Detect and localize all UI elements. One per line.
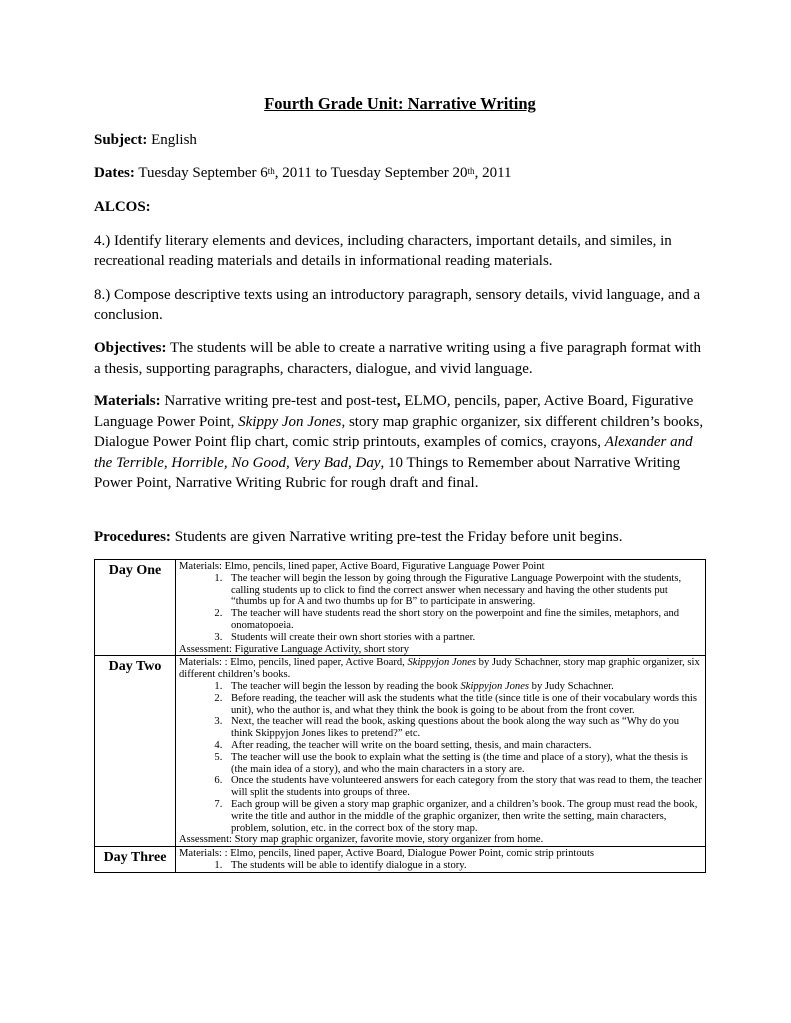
day-content [176, 560, 706, 656]
materials-text-3: , story map graphic organizer, six different children’s books, Dialogue Power Point flip chart, comic strip printouts, examples of comics, crayons, [94, 413, 704, 450]
dates-line [94, 163, 706, 183]
materials-book-1: Skippy Jon Jones [238, 413, 342, 430]
day-materials [179, 657, 703, 681]
list-item: 6. Once the students have volunteered answers for each category from the story that was read to them, the teacher will split the students into groups of three. [225, 775, 703, 799]
step-book: Skippyjon Jones [460, 680, 530, 692]
day-steps [179, 681, 703, 834]
materials-comma: , [396, 393, 401, 409]
list-item: 5. The teacher will use the book to explain what the setting is (the time and place of a story), what the thesis is (the main idea of a story), and who the main characters in a story are. [225, 752, 703, 776]
dates-end: , 2011 to Tuesday September 20 [274, 165, 468, 181]
day-label: Day Two [95, 656, 176, 847]
subject-label: Subject: [94, 132, 148, 148]
day-assessment: Assessment: Figurative Language Activity, short story [179, 643, 409, 655]
materials-text: Materials: : Elmo, pencils, lined paper, Active Board, [179, 657, 408, 669]
day-label: Day One [95, 560, 176, 656]
procedures-label: Procedures: [94, 529, 171, 545]
materials-label: Materials: [94, 393, 161, 409]
dates-start: Tuesday September 6 [138, 165, 268, 181]
dates-sup-2: th [467, 166, 475, 176]
table-row [95, 656, 706, 847]
objectives [94, 338, 706, 380]
step-text: by Judy Schachner. [529, 680, 614, 692]
step-text: The teacher will begin the lesson by reading the book [231, 680, 461, 692]
day-assessment: Assessment: Story map graphic organizer, favorite movie, story organizer from home. [179, 834, 544, 846]
list-item: 1. The students will be able to identify dialogue in a story. [225, 860, 703, 872]
list-item [225, 681, 703, 693]
dates-sup-1: th [267, 166, 275, 176]
list-item: 7. Each group will be given a story map graphic organizer, and a children’s book. The group must read the book, write the title and author in the middle of the graphic organizer, then write the setting, main characters, problem, solution, etc. in the correct box of the story map. [225, 799, 703, 834]
objectives-text: The students will be able to create a narrative writing using a five paragraph format with a thesis, supporting paragraphs, characters, dialogue, and vivid language. [94, 340, 702, 377]
materials-text-2: ELMO, pencils, paper, Active Board, Figurative Language Power Point, [94, 393, 694, 430]
subject-value: English [151, 132, 197, 148]
procedures [94, 527, 706, 547]
materials-text-4: , 10 Things to Remember about Narrative Writing Power Point, Narrative Writing Rubric for rough draft and final. [94, 454, 681, 491]
list-item: 4. After reading, the teacher will write on the board setting, thesis, and main characters. [225, 740, 703, 752]
day-materials: Materials: Elmo, pencils, lined paper, Active Board, Figurative Language Power Point [179, 561, 545, 572]
list-item: 2. The teacher will have students read the short story on the powerpoint and fine the similes, metaphors, and onomatopoeia. [225, 608, 703, 632]
day-content [176, 656, 706, 847]
table-row [95, 560, 706, 656]
lesson-plan-table [94, 559, 706, 873]
list-item: 1. The teacher will begin the lesson by going through the Figurative Language Powerpoint with the students, calling students up to click to find the correct answer when necessary and having the other students put “thumbs up for A and two thumbs up for B” to participate in answering. [225, 573, 703, 608]
objectives-label: Objectives: [94, 340, 167, 356]
day-content [176, 847, 706, 873]
day-materials: Materials: : Elmo, pencils, lined paper, Active Board, Dialogue Power Point, comic strip printouts [179, 848, 595, 860]
materials-book: Skippyjon Jones [407, 657, 477, 669]
alcos-heading: ALCOS: [94, 199, 151, 215]
dates-label: Dates: [94, 165, 135, 181]
day-label: Day Three [95, 847, 176, 873]
materials-text-1: Narrative writing pre-test and post-test [164, 393, 397, 409]
page-title: Fourth Grade Unit: Narrative Writing [264, 94, 536, 113]
day-steps [179, 860, 703, 872]
standard-4: 4.) Identify literary elements and devices, including characters, important details, and similes, in recreational reading materials and details in informational reading materials. [94, 233, 672, 269]
list-item: 3. Next, the teacher will read the book, asking questions about the book along the way such as “Why do you think Skippyjon Jones likes to pretend?” etc. [225, 716, 703, 740]
list-item: 2. Before reading, the teacher will ask the students what the title (since title is one of their vocabulary words this unit), who the author is, and what they think the book is going to be about from the front cover. [225, 693, 703, 717]
day-steps [179, 573, 703, 644]
materials-book-2: Alexander and the Terrible, Horrible, No Good, Very Bad, Day [94, 434, 693, 471]
subject-line [94, 130, 706, 150]
standard-8: 8.) Compose descriptive texts using an introductory paragraph, sensory details, vivid language, and a conclusion. [94, 287, 701, 323]
materials [94, 391, 706, 494]
table-row [95, 847, 706, 873]
procedures-text: Students are given Narrative writing pre-test the Friday before unit begins. [174, 529, 623, 545]
dates-year: , 2011 [474, 165, 512, 181]
materials-text: by Judy Schachner, story map graphic organizer, six different children’s books. [179, 657, 700, 681]
list-item: 3. Students will create their own short stories with a partner. [225, 632, 703, 644]
